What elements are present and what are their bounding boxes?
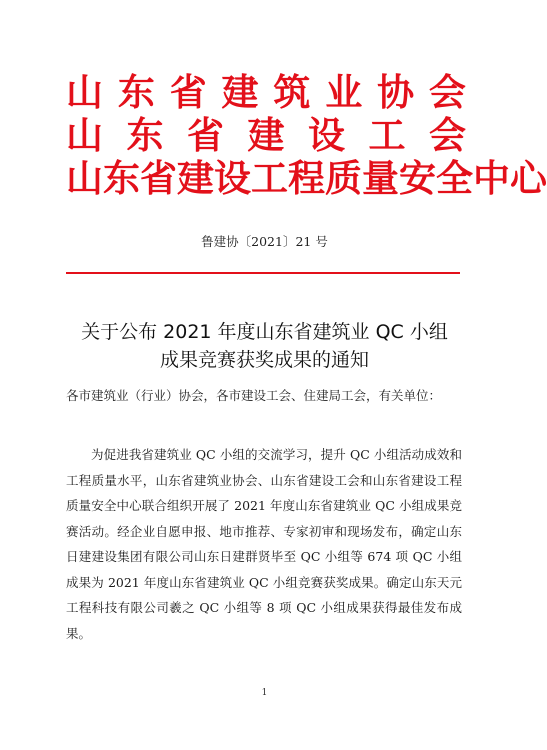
salutation: 各市建筑业（行业）协会，各市建设工会、住建局工会，有关单位： — [66, 388, 442, 403]
issuer-character: 山 — [66, 71, 103, 114]
issuer-character: 业 — [325, 71, 363, 114]
issuer-character: 全 — [436, 157, 473, 200]
issuer-character: 东 — [126, 114, 164, 157]
issuer-character: 工 — [368, 114, 406, 157]
issuer-character: 程 — [288, 157, 325, 200]
title-line-2: 成果竞赛获奖成果的通知 — [159, 349, 369, 371]
issuer-character: 东 — [117, 71, 155, 114]
issuer-character: 中 — [473, 157, 510, 200]
issuer-character: 量 — [362, 157, 399, 200]
issuer-character: 安 — [399, 157, 436, 200]
issuer-character: 设 — [308, 114, 345, 157]
red-divider-line — [66, 272, 460, 274]
issuer-line-2 — [66, 115, 466, 157]
issuer-character: 省 — [169, 71, 207, 114]
issuer-character: 心 — [510, 157, 547, 200]
issuer-character: 建 — [221, 71, 259, 114]
issuer-character: 筑 — [273, 71, 311, 114]
issuer-line-3 — [66, 157, 547, 200]
issuer-character: 山 — [66, 157, 103, 200]
issuer-character: 协 — [377, 71, 415, 114]
issuer-character: 建 — [177, 157, 214, 200]
issuer-character: 工 — [251, 157, 288, 200]
issuer-character: 省 — [187, 114, 224, 157]
issuer-character: 山 — [66, 114, 103, 157]
issuer-line-1 — [66, 72, 466, 114]
page-number: 1 — [261, 688, 268, 698]
document-number: 鲁建协〔2021〕21 号 — [201, 234, 328, 249]
body-paragraph: 为促进我省建筑业 QC 小组的交流学习，提升 QC 小组活动成效和工程质量水平，山东省建筑业协会、山东省建设工会和山东省建设工程质量安全中心联合组织开展了 2021 年度山东省建筑业 QC 小组成果竞赛活动。经企业自愿申报、地市推荐、专家初审和现场发布，确定山东日建建设集团有限公司山东日建群贤毕至 QC 小组等 674 项 QC 小组成果为 2021 年度山东省建筑业 QC 小组竞赛获奖成果。确定山东天元工程科技有限公司羲之 QC 小组等 8 项 QC 小组成果获得最佳发布成果。 — [66, 447, 462, 641]
title-line-1: 关于公布 2021 年度山东省建筑业 QC 小组 — [81, 321, 448, 343]
issuer-character: 建 — [247, 114, 285, 157]
issuer-character: 会 — [429, 114, 466, 157]
issuer-character: 省 — [140, 157, 177, 200]
issuer-character: 质 — [325, 157, 362, 200]
issuer-character: 设 — [214, 157, 251, 200]
issuer-character: 会 — [428, 71, 466, 114]
issuer-character: 东 — [103, 157, 140, 200]
